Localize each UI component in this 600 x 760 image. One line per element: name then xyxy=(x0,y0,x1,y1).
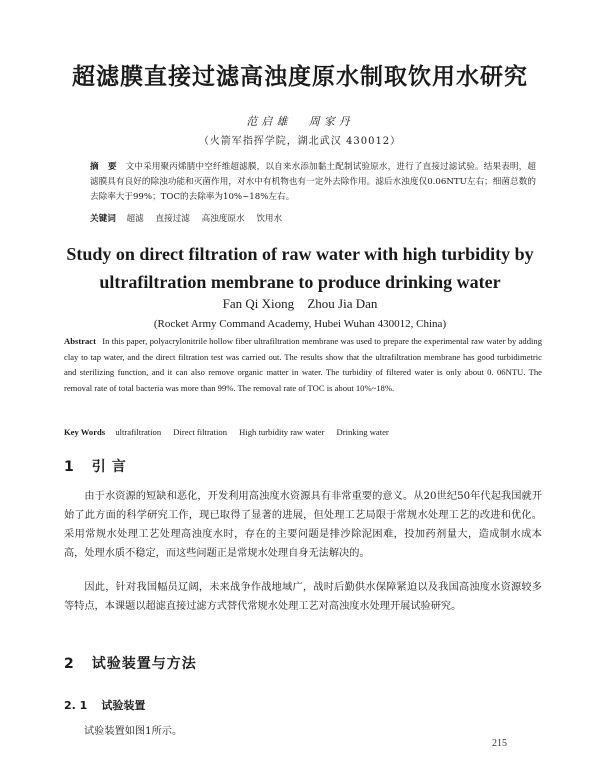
keyword-en: High turbidity raw water xyxy=(239,427,325,437)
keyword-en: ultrafiltration xyxy=(115,427,162,437)
section-1-title: 引言 xyxy=(91,459,132,475)
chinese-keywords xyxy=(90,212,536,227)
page-number: 215 xyxy=(492,738,507,749)
keyword-cn: 高浊度原水 xyxy=(201,214,245,224)
chinese-abstract xyxy=(90,160,536,205)
keyword-en: Direct filtration xyxy=(173,427,227,437)
subsection-2-1-text: 试验装置如图1所示。 xyxy=(84,726,183,737)
keyword-en: Drinking water xyxy=(336,427,389,437)
section-2-number: 2 xyxy=(64,656,74,672)
chinese-abstract-label: 摘 要 xyxy=(90,162,120,172)
subsection-2-1-heading xyxy=(64,697,145,713)
subsection-2-1-number: 2. 1 xyxy=(64,699,88,712)
section-1-paragraph-1: 由于水资源的短缺和恶化，开发利用高浊度水资源具有非常重要的意义。从20世纪50年代起我国就开始了此方面的科学研究工作，现已取得了显著的进展，但处理工艺局限于常规水处理工艺的改进和优化。采用常规水处理工艺处理高浊度水时，存在的主要问题是排沙除泥困难，投加药剂量大，造成制水成本高，处理水质不稳定，而这些问题正是常规水处理自身无法解决的。 xyxy=(64,491,543,559)
chinese-title: 超滤膜直接过滤高浊度原水制取饮用水研究 xyxy=(72,64,528,90)
keyword-cn: 直接过滤 xyxy=(155,214,190,224)
english-abstract-text: In this paper, polyacrylonitrile hollow fiber ultrafiltration membrane was used to prepare the experimental raw water by adding clay to tap water, and the direct filtration test was carried out. The results show that the ultrafiltration membrane has good turbidimetric and sterilizing function, and it can also remove organic matter in water. The turbidity of filtered water is only about 0. 06NTU. The removal rate of total bacteria was more than 99%. The removal rate of TOC is about 10%~18%. xyxy=(64,336,542,393)
chinese-authors xyxy=(0,113,600,129)
section-2-title: 试验装置与方法 xyxy=(91,656,197,672)
keyword-cn: 饮用水 xyxy=(256,214,283,224)
english-authors xyxy=(0,296,600,312)
chinese-keywords-label: 关键词 xyxy=(90,214,116,224)
english-keywords xyxy=(64,425,542,439)
chinese-affiliation: （火箭军指挥学院，湖北武汉 430012） xyxy=(198,136,402,147)
section-1-heading xyxy=(64,456,132,476)
english-title: Study on direct filtration of raw water with high turbidity by ultrafiltration membrane to produce drinking water xyxy=(66,244,534,292)
english-abstract-label: Abstract xyxy=(64,336,96,346)
english-keywords-label: Key Words xyxy=(64,427,106,437)
english-abstract xyxy=(64,334,542,396)
author-2-en: Zhou Jia Dan xyxy=(307,296,378,311)
author-2-cn: 周家丹 xyxy=(308,115,354,128)
english-affiliation: (Rocket Army Command Academy, Hubei Wuhan 430012, China) xyxy=(153,318,447,330)
section-2-heading xyxy=(64,653,197,673)
author-1-cn: 范启雄 xyxy=(246,115,292,128)
keyword-cn: 超滤 xyxy=(126,214,144,224)
subsection-2-1-title: 试验装置 xyxy=(101,699,146,712)
section-1-number: 1 xyxy=(64,459,74,475)
section-1-paragraph-2: 因此，针对我国幅员辽阔，未来战争作战地域广，战时后勤供水保障紧迫以及我国高浊度水资源较多等特点，本课题以超滤直接过滤方式替代常规水处理工艺对高浊度水处理开展试验研究。 xyxy=(64,582,542,612)
author-1-en: Fan Qi Xiong xyxy=(222,296,295,311)
chinese-abstract-text: 文中采用聚丙烯腈中空纤维超滤膜，以自来水添加黏土配制试验原水，进行了直接过滤试验。结果表明，超滤膜具有良好的除浊功能和灭菌作用，对水中有机物也有一定外去除作用。滤后水浊度仅0.06NTU左右；细菌总数的去除率大于99%；TOC的去除率为10%~18%左右。 xyxy=(90,162,536,202)
